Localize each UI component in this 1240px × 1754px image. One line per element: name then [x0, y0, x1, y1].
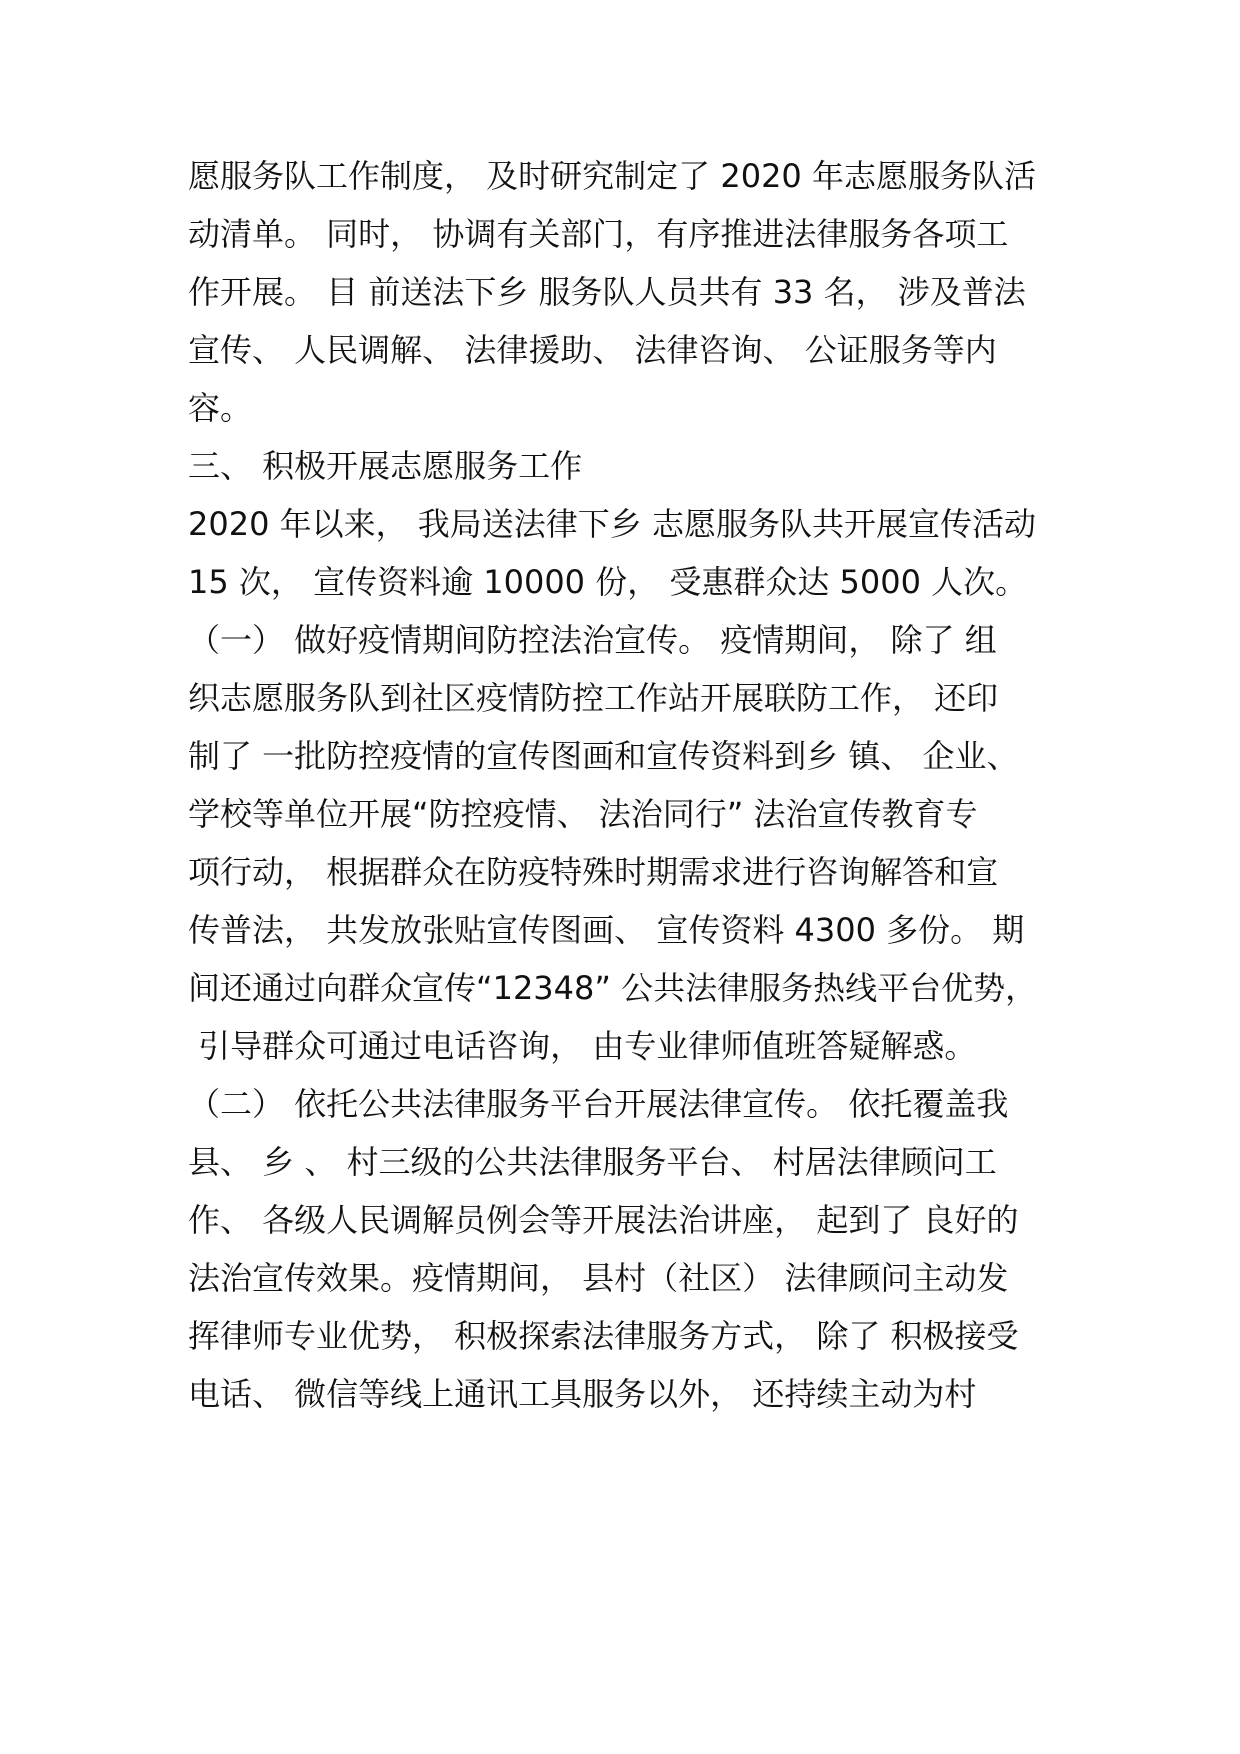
- text-line: 传普法， 共发放张贴宣传图画、 宣传资料 4300 多份。 期: [188, 911, 1025, 949]
- text-line: 宣传、 人民调解、 法律援助、 法律咨询、 公证服务等内: [188, 331, 997, 369]
- text-line: 引导群众可通过电话咨询， 由专业律师值班答疑解惑。: [188, 1027, 977, 1065]
- text-line: 学校等单位开展“防控疫情、 法治同行” 法治宣传教育专: [188, 795, 978, 833]
- text-line: （二） 依托公共法律服务平台开展法律宣传。 依托覆盖我: [188, 1085, 1009, 1123]
- text-line: 动清单。 同时， 协调有关部门，有序推进法律服务各项工: [188, 215, 1009, 253]
- text-line: 制了 一批防控疫情的宣传图画和宣传资料到乡 镇、 企业、: [188, 737, 1019, 775]
- text-line: 法治宣传效果。疫情期间， 县村（社区） 法律顾问主动发: [188, 1259, 1009, 1297]
- text-line: 织志愿服务队到社区疫情防控工作站开展联防工作， 还印: [188, 679, 999, 717]
- text-line: 县、 乡 、 村三级的公共法律服务平台、 村居法律顾问工: [188, 1143, 997, 1181]
- text-line: 容。: [188, 389, 253, 427]
- text-line: 作开展。 目 前送法下乡 服务队人员共有 33 名， 涉及普法: [188, 273, 1026, 311]
- text-line: 间还通过向群众宣传“12348” 公共法律服务热线平台优势，: [188, 969, 1038, 1007]
- text-line: 愿服务队工作制度， 及时研究制定了 2020 年志愿服务队活: [188, 157, 1036, 195]
- text-line: （一） 做好疫情期间防控法治宣传。 疫情期间， 除了 组: [188, 621, 997, 659]
- text-line: 作、 各级人民调解员例会等开展法治讲座， 起到了 良好的: [188, 1201, 1019, 1239]
- text-line: 挥律师专业优势， 积极探索法律服务方式， 除了 积极接受: [188, 1317, 1019, 1355]
- text-line: 电话、 微信等线上通讯工具服务以外， 还持续主动为村: [188, 1375, 977, 1413]
- text-line: 2020 年以来， 我局送法律下乡 志愿服务队共开展宣传活动: [188, 505, 1036, 543]
- section-heading: 三、 积极开展志愿服务工作: [188, 447, 583, 485]
- text-line: 项行动， 根据群众在防疫特殊时期需求进行咨询解答和宣: [188, 853, 999, 891]
- text-line: 15 次， 宣传资料逾 10000 份， 受惠群众达 5000 人次。: [188, 563, 1028, 601]
